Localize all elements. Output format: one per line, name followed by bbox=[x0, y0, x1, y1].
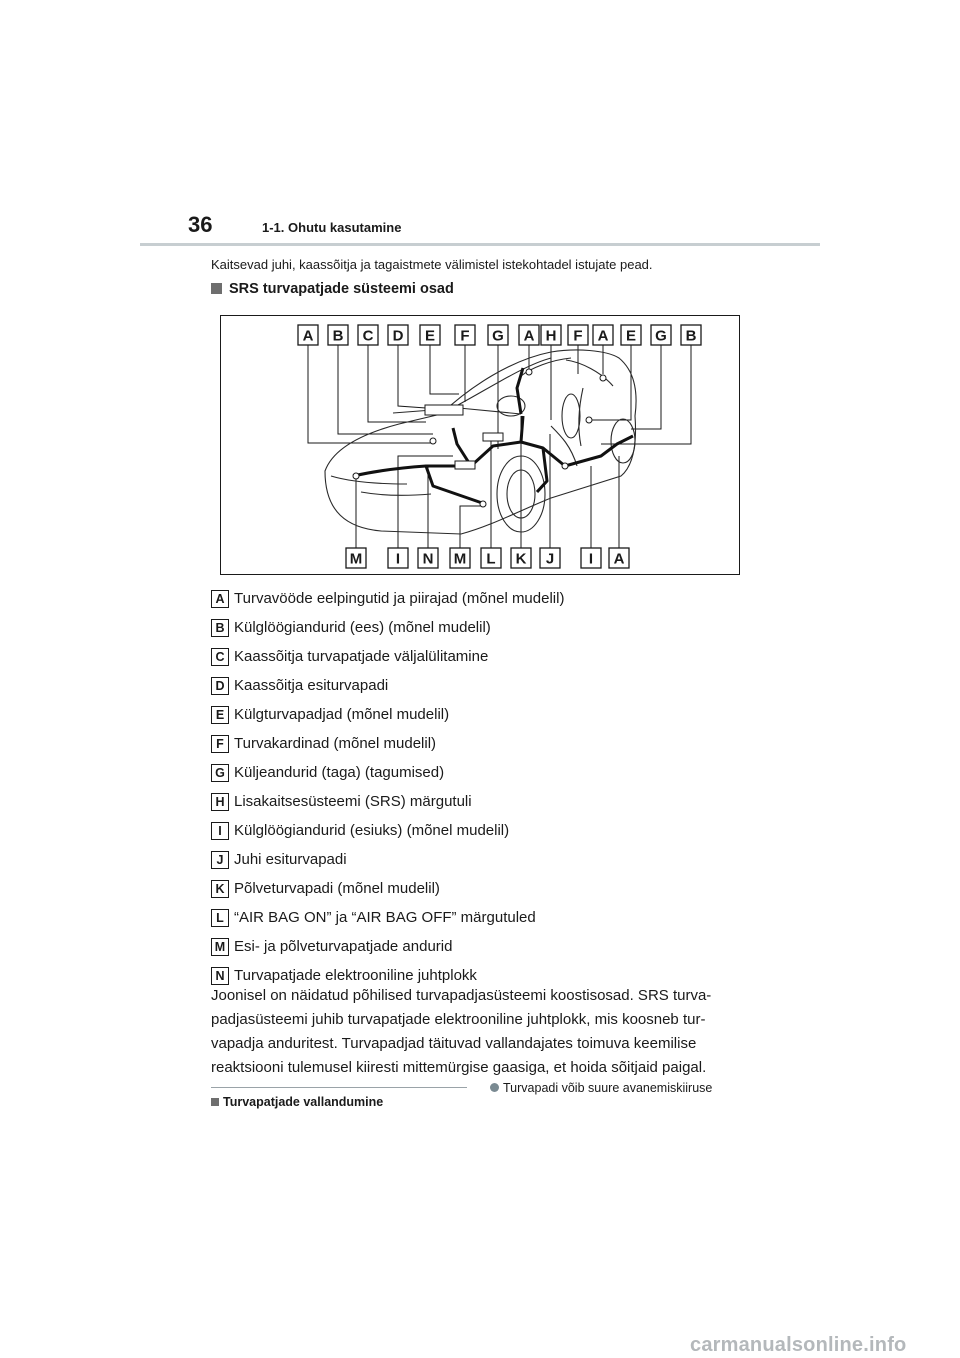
front-sensor-left bbox=[353, 473, 359, 479]
callout-top-10: A bbox=[597, 327, 609, 345]
callout-top-8: H bbox=[545, 327, 557, 345]
legend-text: Külglöögiandurid (esiuks) (mõnel mudelil) bbox=[234, 822, 510, 839]
subheading-text: SRS turvapatjade süsteemi osad bbox=[229, 281, 454, 297]
footer-right-note bbox=[490, 1081, 712, 1095]
callout-top-6: G bbox=[492, 327, 504, 345]
legend-list bbox=[211, 584, 751, 990]
legend-letter: J bbox=[211, 851, 229, 869]
callout-bottom-6: J bbox=[545, 550, 555, 568]
header-rule bbox=[140, 243, 820, 246]
airbag-ecu bbox=[455, 461, 475, 469]
legend-letter: D bbox=[211, 677, 229, 695]
legend-text: Kaassõitja turvapatjade väljalülitamine bbox=[234, 648, 489, 665]
intro-text: Kaitsevad juhi, kaassõitja ja tagaistmete välimistel istekohtadel istujate pead. bbox=[211, 257, 653, 272]
footer-left-text: Turvapatjade vallandumine bbox=[223, 1095, 384, 1109]
callout-bottom-8: A bbox=[613, 550, 625, 568]
legend-text: Turvapatjade elektrooniline juhtplokk bbox=[234, 967, 477, 984]
side-airbag-rear bbox=[586, 417, 592, 423]
top-callouts bbox=[298, 325, 701, 345]
legend-item bbox=[211, 671, 751, 700]
footer-right-text: Turvapadi võib suure avanemiskiiruse bbox=[503, 1081, 713, 1095]
door-lines bbox=[551, 388, 583, 466]
airbag-harness bbox=[453, 428, 471, 466]
legend-item bbox=[211, 816, 751, 845]
callout-top-5: F bbox=[460, 327, 470, 345]
legend-letter: K bbox=[211, 880, 229, 898]
callout-bottom-4: L bbox=[486, 550, 496, 568]
legend-text: Lisakaitsesüsteemi (SRS) märgutuli bbox=[234, 793, 472, 810]
callout-top-13: B bbox=[685, 327, 697, 345]
legend-item bbox=[211, 874, 751, 903]
legend-letter: N bbox=[211, 967, 229, 985]
door-sensor bbox=[562, 463, 568, 469]
legend-item bbox=[211, 700, 751, 729]
legend-text: Turvavööde eelpingutid ja piirajad (mõnel mudelil) bbox=[234, 590, 565, 607]
legend-text: Esi- ja põlveturvapatjade andurid bbox=[234, 938, 453, 955]
legend-text: Kaassõitja esiturvapadi bbox=[234, 677, 389, 694]
footer-rule bbox=[211, 1087, 467, 1088]
car-roofline bbox=[441, 358, 613, 414]
callout-top-11: E bbox=[625, 327, 637, 345]
curtain-inflator bbox=[526, 369, 532, 375]
body-paragraph: Joonisel on näidatud põhilised turvapadjasüsteemi koostisosad. SRS turva-padjasüsteemi juhib turvapatjade elektrooniline juhtplokk, mis koosneb tur-vapadja anduritest. Turvapadjad täituvad vallandajates toimuva keemilise reaktsiooni tulemusel kiiresti mittemürgise gaasiga, et hoida sõitjaid paigal. bbox=[211, 987, 712, 1076]
legend-item bbox=[211, 584, 751, 613]
legend-letter: H bbox=[211, 793, 229, 811]
legend-letter: A bbox=[211, 590, 229, 608]
legend-letter: E bbox=[211, 706, 229, 724]
seatbelt-pretensioner bbox=[430, 438, 436, 444]
leader-D bbox=[398, 345, 426, 408]
leader-E1 bbox=[430, 345, 459, 394]
legend-letter: G bbox=[211, 764, 229, 782]
page-number: 36 bbox=[188, 212, 213, 237]
legend-text: Turvakardinad (mõnel mudelil) bbox=[234, 735, 437, 752]
legend-letter: I bbox=[211, 822, 229, 840]
legend-item bbox=[211, 758, 751, 787]
callout-top-9: F bbox=[573, 327, 583, 345]
leader-A1 bbox=[308, 345, 433, 443]
section-title: 1-1. Ohutu kasutamine bbox=[262, 220, 402, 235]
legend-letter: F bbox=[211, 735, 229, 753]
legend-item bbox=[211, 642, 751, 671]
callout-bottom-5: K bbox=[515, 550, 527, 568]
legend-letter: B bbox=[211, 619, 229, 637]
footer-left-heading bbox=[211, 1095, 383, 1109]
legend-text: Külgturvapadjad (mõnel mudelil) bbox=[234, 706, 450, 723]
main-harness bbox=[353, 442, 547, 492]
leader-C bbox=[368, 345, 426, 422]
leader-N bbox=[428, 466, 459, 548]
round-bullet-icon bbox=[490, 1083, 499, 1092]
callout-top-3: D bbox=[392, 327, 404, 345]
airbag-indicator-lights bbox=[483, 433, 503, 441]
front-grille bbox=[331, 476, 431, 495]
bottom-callouts bbox=[346, 548, 629, 568]
legend-text: “AIR BAG ON” ja “AIR BAG OFF” märgutuled bbox=[234, 909, 536, 926]
callout-bottom-7: I bbox=[588, 550, 594, 568]
square-bullet-icon bbox=[211, 1098, 219, 1106]
legend-item bbox=[211, 787, 751, 816]
callout-top-12: G bbox=[655, 327, 667, 345]
srs-diagram bbox=[220, 315, 740, 575]
callout-bottom-2: N bbox=[422, 550, 434, 568]
callout-top-0: A bbox=[302, 327, 314, 345]
leader-B1 bbox=[338, 345, 433, 434]
legend-item bbox=[211, 613, 751, 642]
legend-item bbox=[211, 845, 751, 874]
seat bbox=[562, 394, 580, 438]
legend-item bbox=[211, 903, 751, 932]
leader-I1 bbox=[398, 456, 453, 548]
subheading bbox=[211, 281, 454, 297]
pillar-harness bbox=[517, 368, 523, 442]
legend-letter: M bbox=[211, 938, 229, 956]
callout-top-2: C bbox=[362, 327, 374, 345]
srs-diagram-svg bbox=[221, 316, 739, 574]
legend-item bbox=[211, 729, 751, 758]
legend-letter: C bbox=[211, 648, 229, 666]
front-sensor-harness bbox=[426, 466, 485, 504]
legend-letter: L bbox=[211, 909, 229, 927]
callout-bottom-1: I bbox=[395, 550, 401, 568]
front-sensor-center bbox=[480, 501, 486, 507]
leader-M2 bbox=[460, 506, 481, 548]
callout-top-4: E bbox=[424, 327, 436, 345]
rear-curtain-inflator bbox=[600, 375, 606, 381]
airbag-components bbox=[353, 369, 606, 507]
passenger-airbag-module bbox=[425, 405, 463, 415]
callout-bottom-3: M bbox=[453, 550, 467, 568]
legend-text: Juhi esiturvapadi bbox=[234, 851, 347, 868]
callout-top-1: B bbox=[332, 327, 344, 345]
square-bullet-icon bbox=[211, 283, 222, 294]
callout-top-7: A bbox=[523, 327, 535, 345]
legend-text: Põlveturvapadi (mõnel mudelil) bbox=[234, 880, 440, 897]
callout-bottom-0: M bbox=[349, 550, 363, 568]
legend-text: Küljeandurid (taga) (tagumised) bbox=[234, 764, 445, 781]
legend-text: Külglöögiandurid (ees) (mõnel mudelil) bbox=[234, 619, 491, 636]
watermark: carmanualsonline.info bbox=[690, 1334, 907, 1356]
legend-item bbox=[211, 932, 751, 961]
